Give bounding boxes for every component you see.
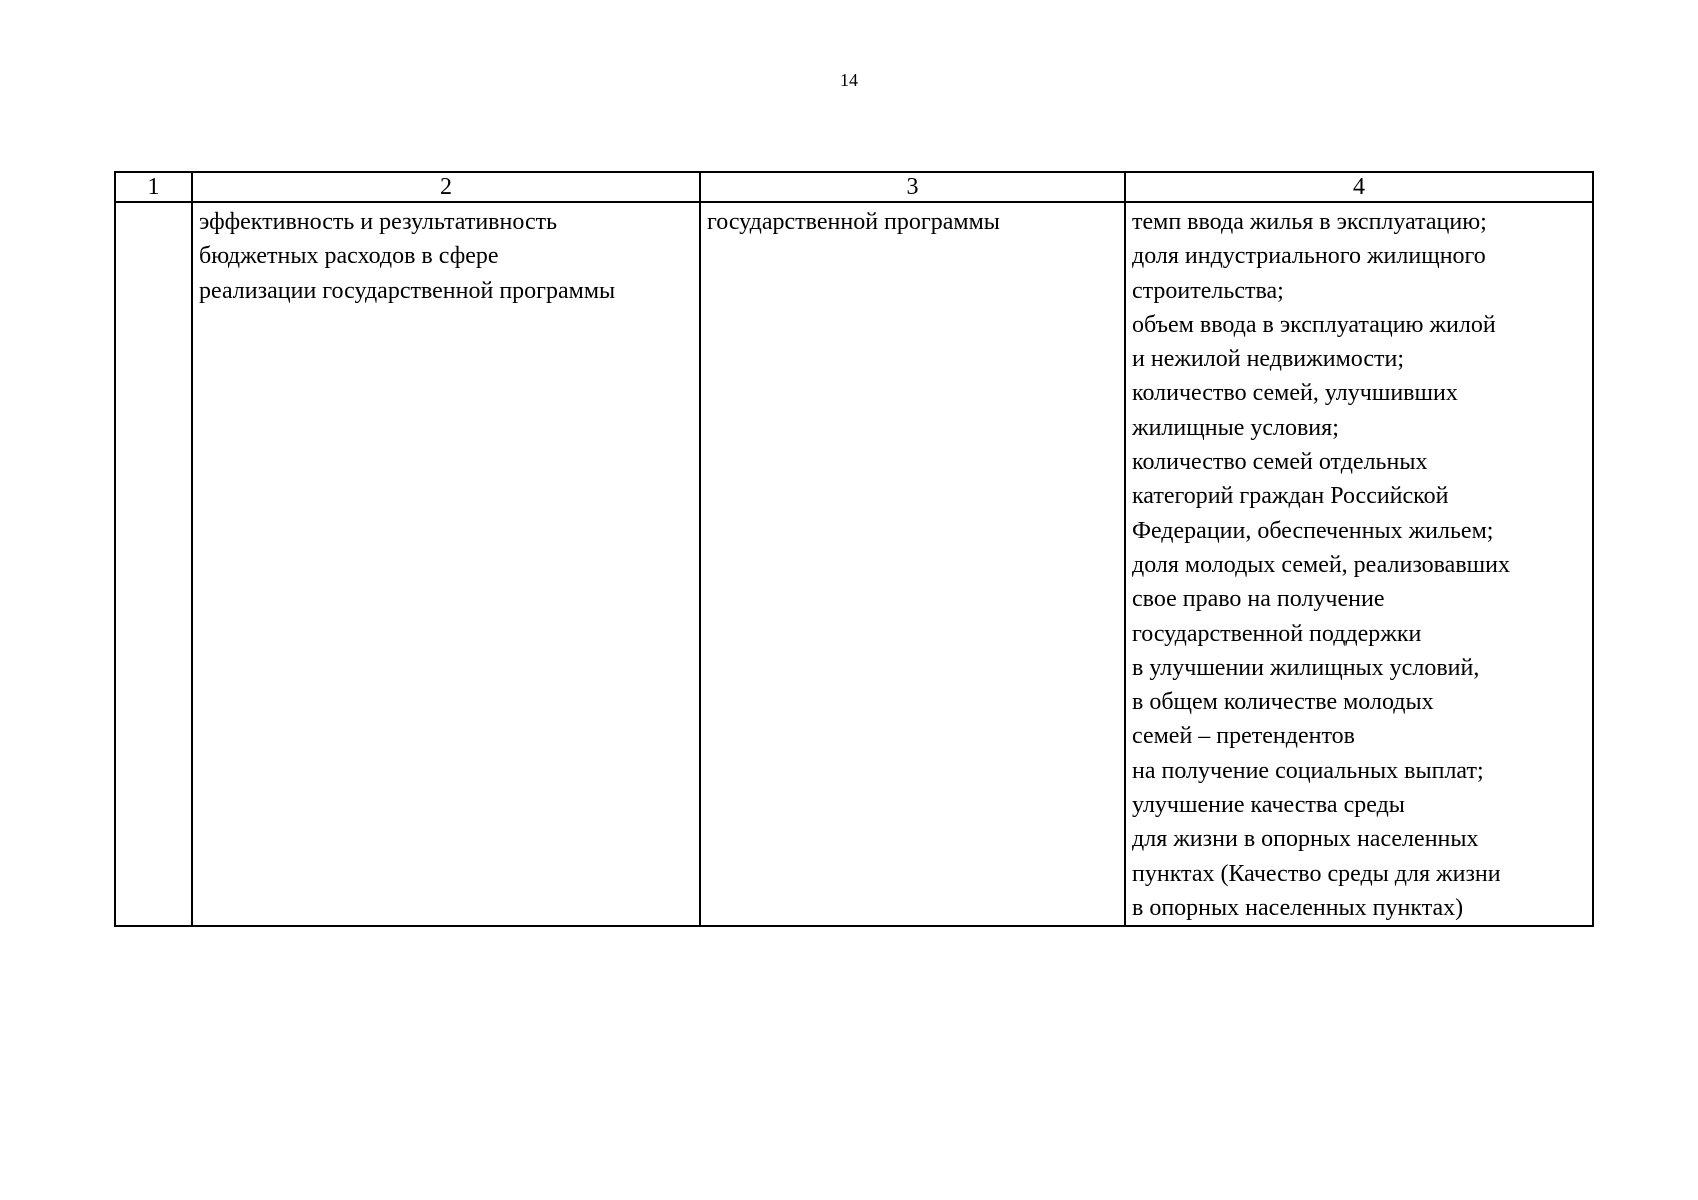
document-table bbox=[114, 171, 1594, 927]
page-number: 14 bbox=[840, 70, 858, 90]
table-header-row bbox=[115, 172, 1593, 202]
column-header-3: 3 bbox=[700, 172, 1125, 202]
table-header bbox=[115, 172, 1593, 202]
table-row bbox=[115, 202, 1593, 926]
cell-indicators: темп ввода жилья в эксплуатацию; доля индустриального жилищного строительства; объем ввода в эксплуатацию жилой и нежилой недвижимости; количество семей, улучшивших жилищные условия; количество семей отдельных категорий граждан Российской Федерации, обеспеченных жильем; доля молодых семей, реализовавших свое право на получение государственной поддержки в улучшении жилищных условий, в общем количестве молодых семей – претендентов на получение социальных выплат; улучшение качества среды для жизни в опорных населенных пунктах (Качество среды для жизни в опорных населенных пунктах) bbox=[1125, 202, 1593, 926]
column-header-4: 4 bbox=[1125, 172, 1593, 202]
cell-number bbox=[115, 202, 192, 926]
column-header-1: 1 bbox=[115, 172, 192, 202]
cell-program: государственной программы bbox=[700, 202, 1125, 926]
table-body bbox=[115, 202, 1593, 926]
cell-criteria: эффективность и результативность бюджетных расходов в сфере реализации государственной программы bbox=[192, 202, 700, 926]
column-header-2: 2 bbox=[192, 172, 700, 202]
